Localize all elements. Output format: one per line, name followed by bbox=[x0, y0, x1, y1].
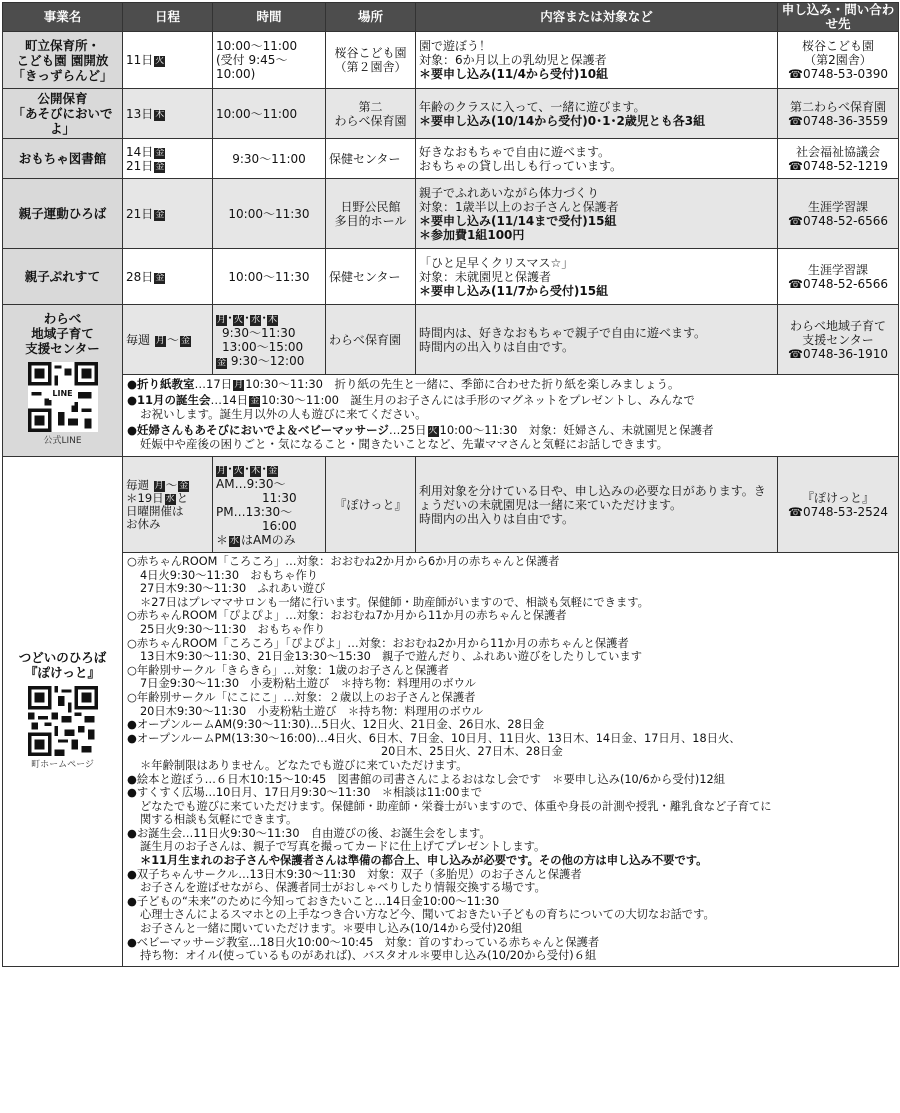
event-place: 『ぽけっと』 bbox=[326, 457, 416, 553]
qr-caption: 公式LINE bbox=[43, 436, 82, 446]
list-item: 25日火9:30～11:30 おもちゃ作り bbox=[140, 622, 326, 636]
weekday-badge: 金 bbox=[155, 209, 165, 220]
list-item: ●すくすく広場…10日月、17日月9:30～11:30 ＊相談は11:00まで bbox=[127, 786, 483, 800]
pocket-events bbox=[123, 553, 899, 967]
weekday-badge: 木 bbox=[155, 109, 165, 120]
list-item: お子さんを遊ばせながら、保護者同士がおしゃべりしたり情報交換する場です。 bbox=[140, 881, 546, 895]
table-row bbox=[3, 457, 899, 553]
weekday-badge: 火 bbox=[155, 56, 165, 66]
event-contact: 『ぽけっと』 ☎0748-53-2524 bbox=[778, 457, 899, 553]
event-date: 21日 金 bbox=[123, 179, 213, 249]
list-item: 7日金9:30～11:30 小麦粉粘土遊び ＊持ち物：料理用のボウル bbox=[140, 677, 476, 691]
event-time: 10:00～11:00 (受付 9:45～ 10:00) bbox=[213, 32, 326, 89]
list-item: ＊27日はプレママサロンも一緒に行います。保健師・助産師がいますので、相談も気軽にできます。 bbox=[140, 595, 649, 609]
phone-icon: ☎ bbox=[788, 158, 803, 173]
table-row bbox=[3, 375, 899, 457]
list-item: ○赤ちゃんROOM「ころころ」…対象：おおむね2か月から6か月の赤ちゃんと保護者 bbox=[127, 555, 560, 568]
event-name: 親子運動ひろば bbox=[3, 179, 123, 249]
list-item: 13日木9:30～11:30、21日金13:30～15:30 親子で遊んだり、ふれあい遊びをしたりしています bbox=[140, 650, 642, 664]
header-time: 時間 bbox=[213, 3, 326, 32]
event-time: 10:00～11:30 bbox=[213, 179, 326, 249]
weekday-badge: 金 bbox=[180, 335, 190, 346]
weekday-badge: 金 bbox=[155, 147, 165, 158]
list-item: ○年齢別サークル「にこにこ」…対象：２歳以上のお子さんと保護者 bbox=[127, 690, 476, 704]
list-item: 20日木9:30～11:30 小麦粉粘土遊び ＊持ち物：料理用のボウル bbox=[140, 704, 484, 718]
phone-icon: ☎ bbox=[788, 67, 803, 81]
event-name: つどいのひろば 『ぽけっと』 町ホームページ bbox=[3, 457, 123, 967]
list-item: ●お誕生会…11日火9:30～11:30 自由遊びの後、お誕生会をします。 bbox=[127, 826, 491, 840]
event-place: 保健センター bbox=[326, 139, 416, 179]
event-content: 園で遊ぼう！ 対象：6か月以上の乳幼児と保護者 ＊要申し込み(11/4から受付)10組 bbox=[416, 32, 778, 89]
event-table bbox=[2, 2, 899, 967]
line-logo-label: LINE bbox=[49, 388, 77, 400]
phone-number: 0748-53-0390 bbox=[802, 67, 888, 81]
list-item: ●11月の誕生会…14日 金 10:30～11:00 誕生月のお子さんには手形のマグネットをプレゼントし、みんなで お祝いします。誕生月以外の人も遊びに来てください。 bbox=[127, 393, 695, 421]
table-row bbox=[3, 89, 899, 139]
weekday-badge: 金 bbox=[155, 161, 165, 172]
phone-number: 0748-52-6566 bbox=[802, 276, 888, 291]
table-row bbox=[3, 305, 899, 375]
event-date: 11日 火 bbox=[123, 32, 213, 89]
list-item: 20日木、25日火、27日木、28日金 bbox=[381, 745, 563, 759]
event-contact: 生涯学習課 ☎0748-52-6566 bbox=[778, 249, 899, 305]
header-date: 日程 bbox=[123, 3, 213, 32]
event-content: 「ひと足早くクリスマス☆」 対象：未就園児と保護者 ＊要申し込み(11/7から受付)15組 bbox=[416, 249, 778, 305]
event-name: 町立保育所・ こども園 園開放 「きっずらんど」 bbox=[3, 32, 123, 89]
homepage-qr-code[interactable] bbox=[28, 686, 98, 756]
list-item: ●妊婦さんもあそびにおいでよ＆ベビーマッサージ…25日 火 10:00～11:30 対象：妊婦さん、未就園児と保護者 妊娠中や産後の困りごと・気になること・聞きたいことなど、先輩ママさんと気軽にお話しできます。 bbox=[127, 423, 714, 451]
list-item: ●子どもの“未来”のために今知っておきたいこと…14日金10:00～11:30 bbox=[127, 894, 500, 908]
event-content: 利用対象を分けている日や、申し込みの必要な日があります。きょうだいの未就園児は一緒に来ていただけます。 時間内の出入りは自由です。 bbox=[416, 457, 778, 553]
event-content: 時間内は、好きなおもちゃで親子で自由に遊べます。 時間内の出入りは自由です。 bbox=[416, 305, 778, 375]
list-item: 心理士さんによるスマホとの上手なつき合い方など今、聞いておきたい子どもの育ちについての大切なお話です。 bbox=[140, 908, 715, 922]
list-item: 4日火9:30～11:30 おもちゃ作り bbox=[140, 568, 319, 582]
phone-number: 0748-52-1219 bbox=[802, 158, 888, 173]
phone-number: 0748-36-3559 bbox=[802, 113, 888, 128]
list-item: ○年齢別サークル「きらきら」…対象：1歳のお子さんと保護者 bbox=[127, 663, 449, 677]
header-place: 場所 bbox=[326, 3, 416, 32]
list-item: ●絵本と遊ぼう…６日木10:15～10:45 図書館の司書さんによるおはなし会です ＊要申し込み(10/6から受付)12組 bbox=[127, 772, 725, 786]
event-contact: 桜谷こども園 （第2園舎） ☎0748-53-0390 bbox=[778, 32, 899, 89]
event-content: 好きなおもちゃで自由に遊べます。 おもちゃの貸し出しも行っています。 bbox=[416, 139, 778, 179]
table-row bbox=[3, 249, 899, 305]
list-item: ●双子ちゃんサークル…13日木9:30～11:30 対象：双子（多胎児）のお子さんと保護者 bbox=[127, 867, 582, 881]
list-item: ●ベビーマッサージ教室…18日火10:00～10:45 対象：首のすわっている赤ちゃんと保護者 bbox=[127, 935, 600, 949]
phone-icon: ☎ bbox=[788, 504, 803, 519]
event-date: 毎週 月 ～ 金 bbox=[123, 305, 213, 375]
event-time: 月･火･木･金 AM…9:30～ 11:30 PM…13:30～ 16:00 ＊ 水 はAMのみ bbox=[213, 457, 326, 553]
event-time: 10:00～11:00 bbox=[213, 89, 326, 139]
event-name: 親子ぷれすて bbox=[3, 249, 123, 305]
weekday-badge: 金 bbox=[155, 272, 165, 283]
phone-number: 0748-53-2524 bbox=[802, 504, 888, 519]
event-date: 13日 木 bbox=[123, 89, 213, 139]
list-item: お子さんと一緒に聞いていただけます。＊要申し込み(10/14から受付)20組 bbox=[140, 922, 523, 936]
event-time: 10:00～11:30 bbox=[213, 249, 326, 305]
line-qr-code[interactable] bbox=[28, 362, 98, 432]
event-content: 親子でふれあいながら体力づくり 対象：1歳半以上のお子さんと保護者 ＊要申し込み(11/14まで受付)15組 ＊参加費1組100円 bbox=[416, 179, 778, 249]
waraba-events bbox=[123, 375, 899, 457]
event-contact: 第二わらべ保育園 ☎0748-36-3559 bbox=[778, 89, 899, 139]
phone-icon: ☎ bbox=[788, 113, 803, 128]
phone-number: 0748-36-1910 bbox=[802, 346, 888, 361]
event-contact: わらべ地域子育て 支援センター ☎0748-36-1910 bbox=[778, 305, 899, 375]
list-item: ＊11月生まれのお子さんや保護者さんは準備の都合上、申し込みが必要です。その他の方は申し込み不要です。 bbox=[140, 854, 708, 868]
list-item: 27日木9:30～11:30 ふれあい遊び bbox=[140, 582, 326, 596]
table-row bbox=[3, 553, 899, 967]
table-row bbox=[3, 32, 899, 89]
event-time: 月･火･水･木 9:30～11:30 13:00～15:00 金 9:30～12:00 bbox=[213, 305, 326, 375]
list-item: どなたでも遊びに来ていただけます。保健師・助産師・栄養士がいますので、体重や身長の計測や授乳・離乳食など子育てに bbox=[140, 799, 772, 813]
table-row bbox=[3, 179, 899, 249]
header-row bbox=[3, 3, 899, 32]
event-date: 14日 金 21日 金 bbox=[123, 139, 213, 179]
event-time: 9:30～11:00 bbox=[213, 139, 326, 179]
event-date: 毎週 月 ～ 金 ＊19日 水 と 日曜開催は お休み bbox=[123, 457, 213, 553]
event-place: 桜谷こども園 （第２園舎） bbox=[326, 32, 416, 89]
event-content: 年齢のクラスに入って、一緒に遊びます。 ＊要申し込み(10/14から受付)0･1･2歳児とも各3組 bbox=[416, 89, 778, 139]
list-item: ●折り紙教室…17日 月 10:30～11:30 折り紙の先生と一緒に、季節に合わせた折り紙を楽しみましょう。 bbox=[127, 377, 680, 391]
list-item: 誕生月のお子さんは、親子で写真を撮ってカードに仕上げてプレゼントします。 bbox=[140, 840, 546, 854]
event-contact: 生涯学習課 ☎0748-52-6566 bbox=[778, 179, 899, 249]
qr-caption: 町ホームページ bbox=[31, 759, 94, 770]
event-place: 保健センター bbox=[326, 249, 416, 305]
table-row bbox=[3, 139, 899, 179]
event-name: わらべ 地域子育て 支援センター LINE 公式LINE bbox=[3, 305, 123, 457]
header-content: 内容または対象など bbox=[416, 3, 778, 32]
phone-icon: ☎ bbox=[788, 276, 803, 291]
event-name: 公開保育 「あそびにおいでよ」 bbox=[3, 89, 123, 139]
event-place: 日野公民館 多目的ホール bbox=[326, 179, 416, 249]
list-item: ○赤ちゃんROOM「ころころ」「ぴよぴよ」…対象：おおむね2か月から11か月の赤ちゃんと保護者 bbox=[127, 636, 629, 650]
header-event-name: 事業名 bbox=[3, 3, 123, 32]
event-contact: 社会福祉協議会 ☎0748-52-1219 bbox=[778, 139, 899, 179]
weekday-badge: 月 bbox=[155, 335, 165, 346]
list-item: ＊年齢制限はありません。どなたでも遊びに来ていただけます。 bbox=[140, 758, 468, 772]
header-contact: 申し込み・問い合わせ先 bbox=[778, 3, 899, 32]
list-item: 関する相談も気軽にできます。 bbox=[140, 813, 298, 827]
event-name: おもちゃ図書館 bbox=[3, 139, 123, 179]
list-item: ●オープンルームPM(13:30～16:00)…4日火、6日木、7日金、10日月、11日火、13日木、14日金、17日月、18日火、 bbox=[127, 731, 741, 745]
list-item: ●オープンルームAM(9:30～11:30)…5日火、12日火、21日金、26日水、28日金 bbox=[127, 718, 545, 732]
phone-icon: ☎ bbox=[788, 346, 803, 361]
list-item: ○赤ちゃんROOM「ぴよぴよ」…対象：おおむね7か月から11か月の赤ちゃんと保護者 bbox=[127, 609, 567, 623]
phone-number: 0748-52-6566 bbox=[802, 213, 888, 228]
event-place: わらべ保育園 bbox=[326, 305, 416, 375]
phone-icon: ☎ bbox=[788, 213, 803, 228]
event-place: 第二 わらべ保育園 bbox=[326, 89, 416, 139]
list-item: 持ち物：オイル(使っているものがあれば)、バスタオル＊要申し込み(10/20から受付)６組 bbox=[140, 949, 597, 963]
event-date: 28日 金 bbox=[123, 249, 213, 305]
